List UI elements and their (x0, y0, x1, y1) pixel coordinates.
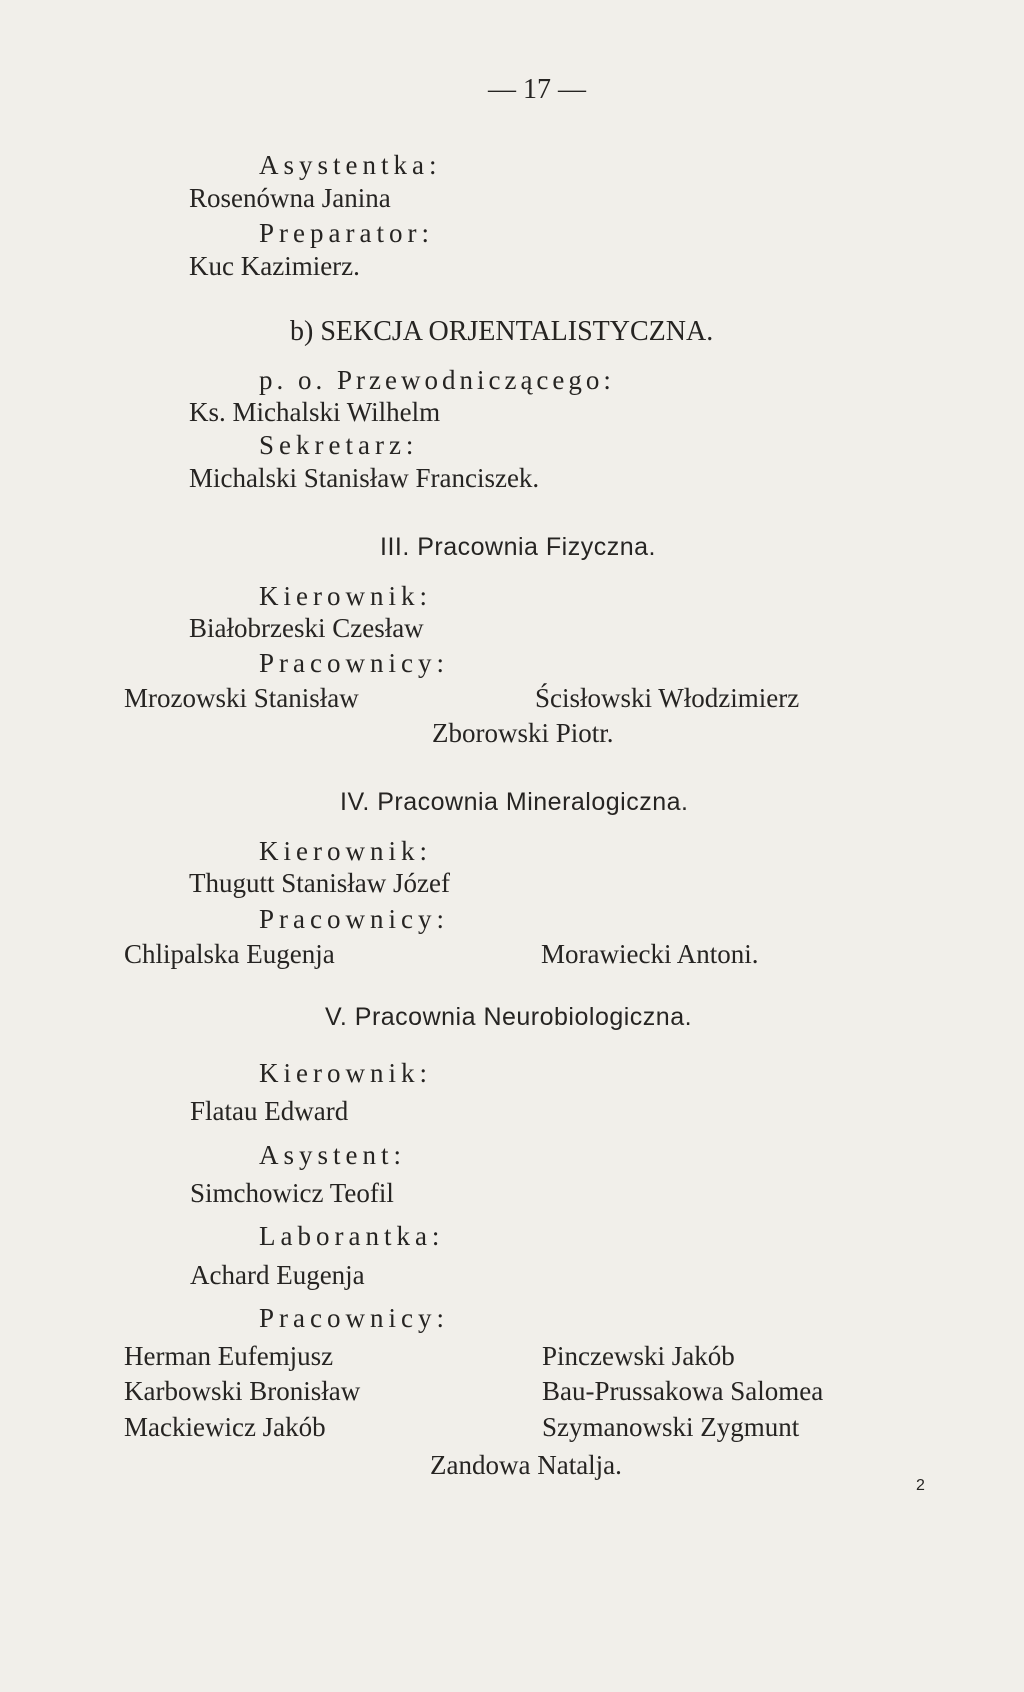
worker-right-v-3: Szymanowski Zygmunt (542, 1412, 800, 1442)
name-head-v: Flatau Edward (190, 1096, 349, 1126)
name-chair: Ks. Michalski Wilhelm (189, 397, 441, 427)
name-head-iv: Thugutt Stanisław Józef (189, 868, 450, 898)
worker-center-v: Zandowa Natalja. (430, 1450, 622, 1480)
label-assistant-female: Asystentka: (259, 150, 442, 180)
label-lab-v: Laborantka: (259, 1221, 445, 1251)
heading-pracownia-mineralogiczna: IV. Pracownia Mineralogiczna. (340, 788, 689, 816)
worker-right-iv: Morawiecki Antoni. (541, 939, 759, 969)
name-assistant-v: Simchowicz Teofil (190, 1178, 394, 1208)
label-secretary: Sekretarz: (259, 430, 419, 460)
name-assistant-female: Rosenówna Janina (189, 183, 391, 213)
heading-sekcja-orjentalistyczna: b) SEKCJA ORJENTALISTYCZNA. (290, 316, 714, 347)
heading-pracownia-neurobiologiczna: V. Pracownia Neurobiologiczna. (325, 1003, 693, 1031)
label-assistant-v: Asystent: (259, 1140, 407, 1170)
worker-right-v-2: Bau-Prussakowa Salomea (542, 1376, 824, 1406)
heading-pracownia-fizyczna: III. Pracownia Fizyczna. (380, 533, 656, 561)
worker-right-v-1: Pinczewski Jakób (542, 1341, 735, 1371)
worker-left-iv: Chlipalska Eugenja (124, 939, 335, 969)
label-chair: p. o. Przewodniczącego: (259, 365, 615, 395)
worker-left-v-1: Herman Eufemjusz (124, 1341, 334, 1371)
worker-left-v-3: Mackiewicz Jakób (124, 1412, 326, 1442)
label-head-v: Kierownik: (259, 1058, 432, 1088)
label-workers-iii: Pracownicy: (259, 648, 449, 678)
label-head-iv: Kierownik: (259, 836, 432, 866)
page-number: — 17 — (488, 74, 586, 105)
worker-left-iii: Mrozowski Stanisław (124, 683, 359, 713)
name-secretary: Michalski Stanisław Franciszek. (189, 463, 540, 493)
name-lab-v: Achard Eugenja (190, 1260, 365, 1290)
label-workers-iv: Pracownicy: (259, 904, 449, 934)
worker-center-iii: Zborowski Piotr. (432, 718, 614, 748)
worker-right-iii: Ścisłowski Włodzimierz (535, 683, 800, 713)
label-preparator: Preparator: (259, 218, 434, 248)
label-head-iii: Kierownik: (259, 581, 432, 611)
name-preparator: Kuc Kazimierz. (189, 251, 360, 281)
label-workers-v: Pracownicy: (259, 1303, 449, 1333)
name-head-iii: Białobrzeski Czesław (189, 613, 424, 643)
worker-left-v-2: Karbowski Bronisław (124, 1376, 361, 1406)
signature-mark: 2 (916, 1477, 925, 1494)
